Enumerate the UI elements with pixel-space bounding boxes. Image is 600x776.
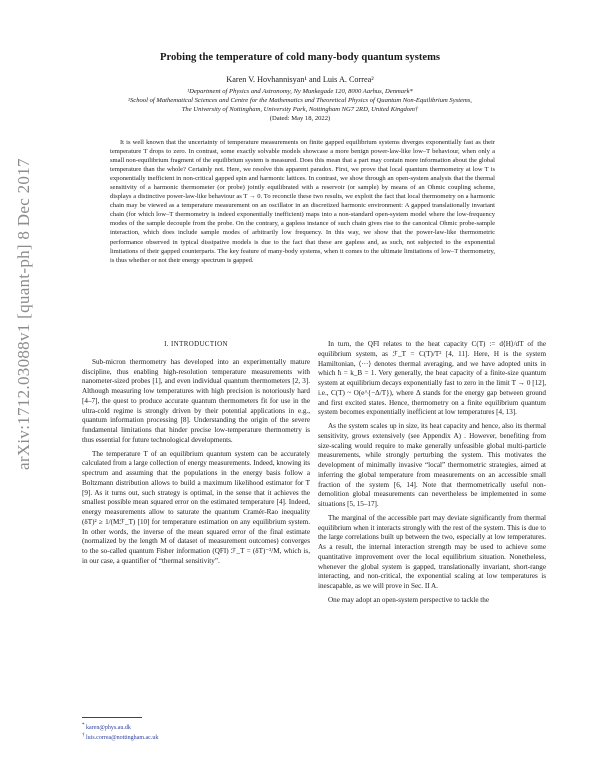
dated-line: (Dated: May 18, 2022) xyxy=(269,115,331,122)
paragraph: Sub-micron thermometry has developed into an experimentally mature discipline, thus enabling high-resolution temperature measurements with nanometer-sized probes [1], and even individual quantum thermometers [2, 3]. Although measuring low temperatures with high precision is notoriously hard [4–7], the quest to produce accurate quantum thermometers fit for use in the ultra-cold regime is strongly driven by their potential applications in e.g., quantum information processing [8]. Understanding the origin of the severe fundamental limitations that hinder precise low-temperature thermometry is thus essential for future technological developments. xyxy=(82,357,310,444)
affiliation-2-line-2: The University of Nottingham, University Park, Nottingham NG7 2RD, United Kingdom† xyxy=(181,106,419,113)
footnote-mark: † xyxy=(82,733,85,738)
paper-header xyxy=(60,52,540,122)
paragraph: One may adopt an open-system perspective to tackle the xyxy=(328,595,490,604)
footnotes xyxy=(82,717,310,742)
paragraph: As the system scales up in size, its heat capacity and hence, also its thermal sensitivity, grows extensively (see Appendix A) . However, benefiting from size-scaling would require to make generally unfeasible global multi-particle measurements, while strongly perturbing the system. This motivates the development of minimally invasive “local” thermometric strategies, aimed at inferring the global temperature from measurements on an accessible small fraction of the system [6, 14]. Note that thermometrically useful non-demolition global measurements can nevertheless be implemented in some situations [5, 15–17]. xyxy=(318,422,546,508)
paragraph: In turn, the QFI relates to the heat capacity C(T) := d⟨H⟩/dT of the equilibrium system, as ℱ_T = C(T)/T² [4, 11]. Here, H is the system Hamiltonian, ⟨···⟩ denotes thermal averaging, and we have adopted units in which ħ = k_B = 1. Very generally, the heat capacity of a finite-size quantum system at equilibrium decays exponentially fast to zero in the limit T → 0 [12], i.e., C(T) ~ O(e^{−Δ/T}), where Δ stands for the energy gap between ground and first excited states. Hence, thermometry on a finite equilibrium quantum system becomes exponentially inefficient at low temperatures [4, 13]. xyxy=(318,340,546,417)
paragraph: The marginal of the accessible part may deviate significantly from thermal equilibrium when it interacts strongly with the rest of the system. This is due to the large correlations built up between the two, especially at low temperatures. As a result, the internal interaction strength may be used to achieve some quantitative improvement over the local equilibrium situation. Nonetheless, whenever the global system is gapped, translationally invariant, short-range interacting, and non-critical, the exponential scaling at low temperatures is inescapable, as we will prove in Sec. II A. xyxy=(318,513,546,590)
affiliation-2-line-1: ²School of Mathematical Sciences and Centre for the Mathematics and Theoretical Physics of Quantum Non-Equilibrium Systems, xyxy=(128,97,472,104)
paragraph: The temperature T of an equilibrium quantum system can be accurately calculated from a large collection of energy measurements. Indeed, knowing its spectrum and assuming that the populations in the energy basis follow a Boltzmann distribution allows to build a maximum likelihood estimator for T [9]. As it turns out, such strategy is optimal, in the sense that it achieves the smallest possible mean squared error on the estimated temperature [4]. Indeed, energy measurements allow to saturate the quantum Cramér-Rao inequality (δT)² ≥ 1/(Mℱ_T) [10] for temperature estimation on any equilibrium system. In other words, the inverse of the mean squared error of the final estimate (normalized by the length M of dataset of measurement outcomes) converges to the so-called quantum Fisher information (QFI) ℱ_T = (δT)⁻²/M, which is, in our case, a quantifier of “thermal sensitivity”. xyxy=(82,449,310,565)
footnote-1 xyxy=(82,722,310,732)
right-column xyxy=(318,340,546,610)
section-heading: I. INTRODUCTION xyxy=(164,341,228,348)
arxiv-identifier: arXiv:1712.03088v1 [quant-ph] 8 Dec 2017 xyxy=(14,158,33,470)
footnote-rule xyxy=(82,717,142,718)
paper-title: Probing the temperature of cold many-body quantum systems xyxy=(159,52,441,63)
left-column xyxy=(82,340,310,571)
email-link[interactable]: karen@phys.au.dk xyxy=(84,724,131,731)
affiliation-1: ¹Department of Physics and Astronomy, Ny Munkegade 120, 8000 Aarhus, Denmark* xyxy=(187,88,413,95)
author-list: Karen V. Hovhannisyan¹ and Luis A. Correa² xyxy=(226,75,374,84)
footnote-mark: * xyxy=(82,722,85,728)
footnote-2 xyxy=(82,732,310,742)
abstract: It is well known that the uncertainty of temperature measurements on finite gapped equilibrium systems diverges exponentially fast as their temperature T drops to zero. In contrast, some exactly solvable models showcase a more benign power-law-like low–T behaviour, when only a small non-equilibrium fragment of the equilibrium system is measured. Does this mean that a part may contain more information about the global temperature than the whole? Certainly not. Here, we resolve this apparent paradox. First, we prove that local quantum thermometry at low T is exponentially inefficient in non-critical gapped spin and harmonic lattices. In contrast, we show through an open-system analysis that the thermal sensitivity of a harmonic thermometer (or probe) jointly equilibrated with a reservoir (or sample) by means of an Ohmic coupling scheme, displays a distinctive power-law-like behaviour as T → 0. To reconcile these two results, we exploit the fact that local thermometry on a harmonic chain may be viewed as a temperature measurement on an oscillator in an discretized harmonic environment: A gapped translationally invariant chain (for which low–T thermometry is indeed exponentially inefficient) maps into a non-standard open-system model where the low-frequency modes of the sample decouple from the probe. On the contrary, a gapless instance of such chain gives rise to the canonical Ohmic probe-sample interaction, which does include sample modes of arbitrarily low frequency. In this way, we show that the power-law-like thermometric performance observed in typical dissipative models is due to the fact that these are gapless and, as such, not subjected to the exponential limitations of their gapped counterparts. The key feature of many-body systems, when it comes to the ultimate limitations of low–T thermometry, is thus whether or not their energy spectrum is gapped. xyxy=(110,139,495,264)
email-link[interactable]: luis.correa@nottingham.ac.uk xyxy=(84,735,159,741)
